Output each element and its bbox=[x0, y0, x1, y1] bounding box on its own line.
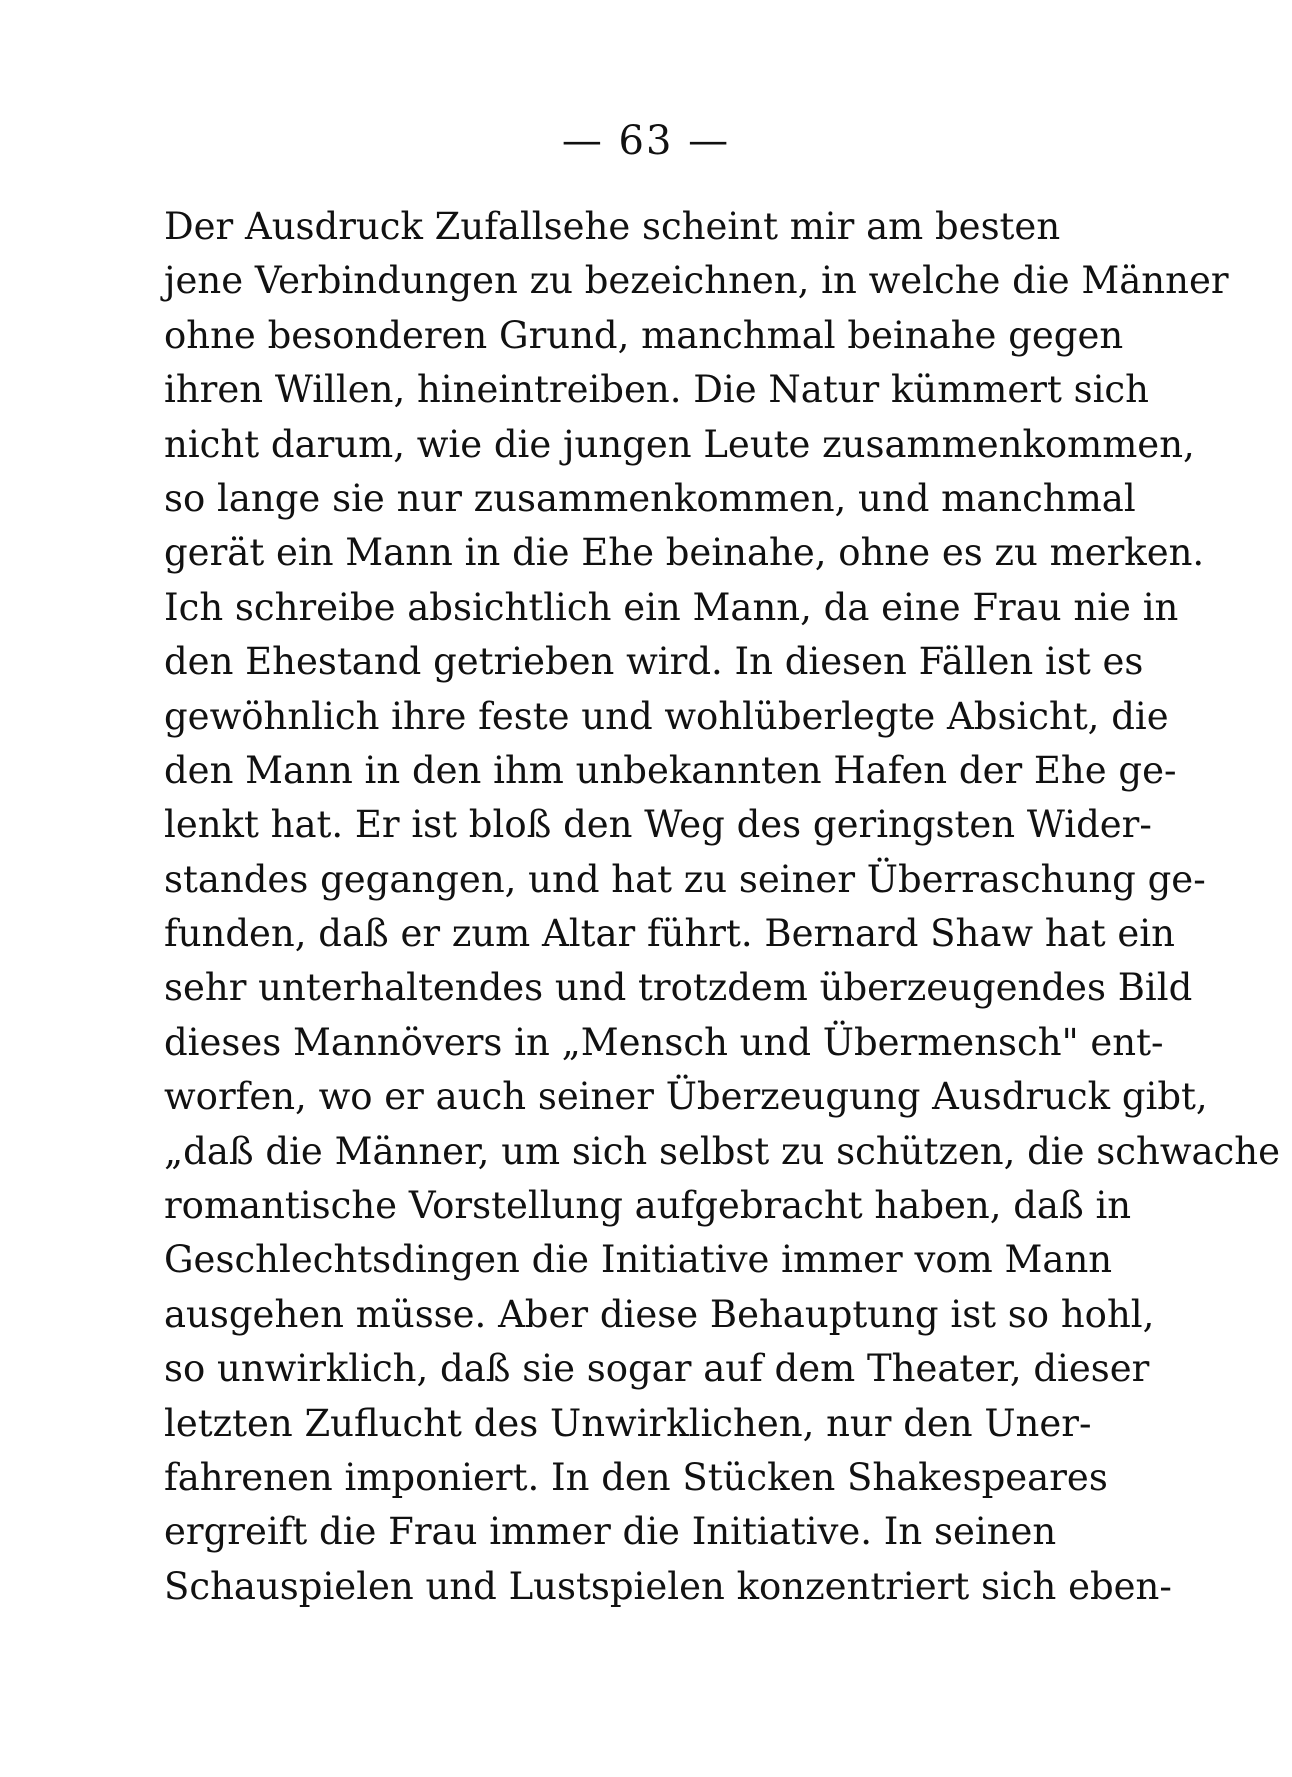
text-line: so lange sie nur zusammenkommen, und manchmal bbox=[164, 476, 1136, 520]
text-line: den Mann in den ihm unbekannten Hafen der Ehe ge- bbox=[164, 748, 1177, 792]
body-text bbox=[164, 200, 1280, 1614]
text-line: jene Verbindungen zu bezeichnen, in welche die Männer bbox=[164, 259, 1229, 303]
text-line: worfen, wo er auch seiner Überzeugung Ausdruck gibt, bbox=[164, 1075, 1208, 1119]
text-line: Ich schreibe absichtlich ein Mann, da eine Frau nie in bbox=[164, 585, 1179, 629]
text-line: standes gegangen, und hat zu seiner Überraschung ge- bbox=[164, 857, 1206, 901]
text-line: Der Ausdruck Zufallsehe scheint mir am besten bbox=[164, 205, 1061, 248]
text-line: ihren Willen, hineintreiben. Die Natur kümmert sich bbox=[164, 368, 1149, 412]
text-line: fahrenen imponiert. In den Stücken Shakespeares bbox=[164, 1455, 1108, 1499]
text-line: Schauspielen und Lustspielen konzentriert sich eben- bbox=[164, 1564, 1172, 1608]
text-line: romantische Vorstellung aufgebracht haben, daß in bbox=[164, 1184, 1132, 1228]
text-line: so unwirklich, daß sie sogar auf dem Theater, dieser bbox=[164, 1347, 1150, 1391]
text-line: ohne besonderen Grund, manchmal beinahe gegen bbox=[164, 313, 1124, 357]
text-line: gerät ein Mann in die Ehe beinahe, ohne es zu merken. bbox=[164, 531, 1205, 575]
text-line: letzten Zuflucht des Unwirklichen, nur den Uner- bbox=[164, 1401, 1092, 1445]
page-number: — 63 — bbox=[561, 118, 731, 164]
text-line: funden, daß er zum Altar führt. Bernard Shaw hat ein bbox=[164, 912, 1175, 956]
text-line: sehr unterhaltendes und trotzdem überzeugendes Bild bbox=[164, 966, 1193, 1010]
text-line: den Ehestand getrieben wird. In diesen Fällen ist es bbox=[164, 640, 1144, 684]
text-line: ausgehen müsse. Aber diese Behauptung ist so hohl, bbox=[164, 1292, 1155, 1336]
text-line: nicht darum, wie die jungen Leute zusammenkommen, bbox=[164, 422, 1195, 466]
text-line: lenkt hat. Er ist bloß den Weg des geringsten Wider- bbox=[164, 803, 1152, 847]
text-line: „daß die Männer, um sich selbst zu schützen, die schwache bbox=[164, 1129, 1280, 1173]
text-line: ergreift die Frau immer die Initiative. In seinen bbox=[164, 1510, 1057, 1554]
text-line: dieses Mannövers in „Mensch und Übermensch" ent- bbox=[164, 1020, 1164, 1064]
text-line: Geschlechtsdingen die Initiative immer vom Mann bbox=[164, 1238, 1113, 1282]
text-line: gewöhnlich ihre feste und wohlüberlegte Absicht, die bbox=[164, 694, 1169, 738]
